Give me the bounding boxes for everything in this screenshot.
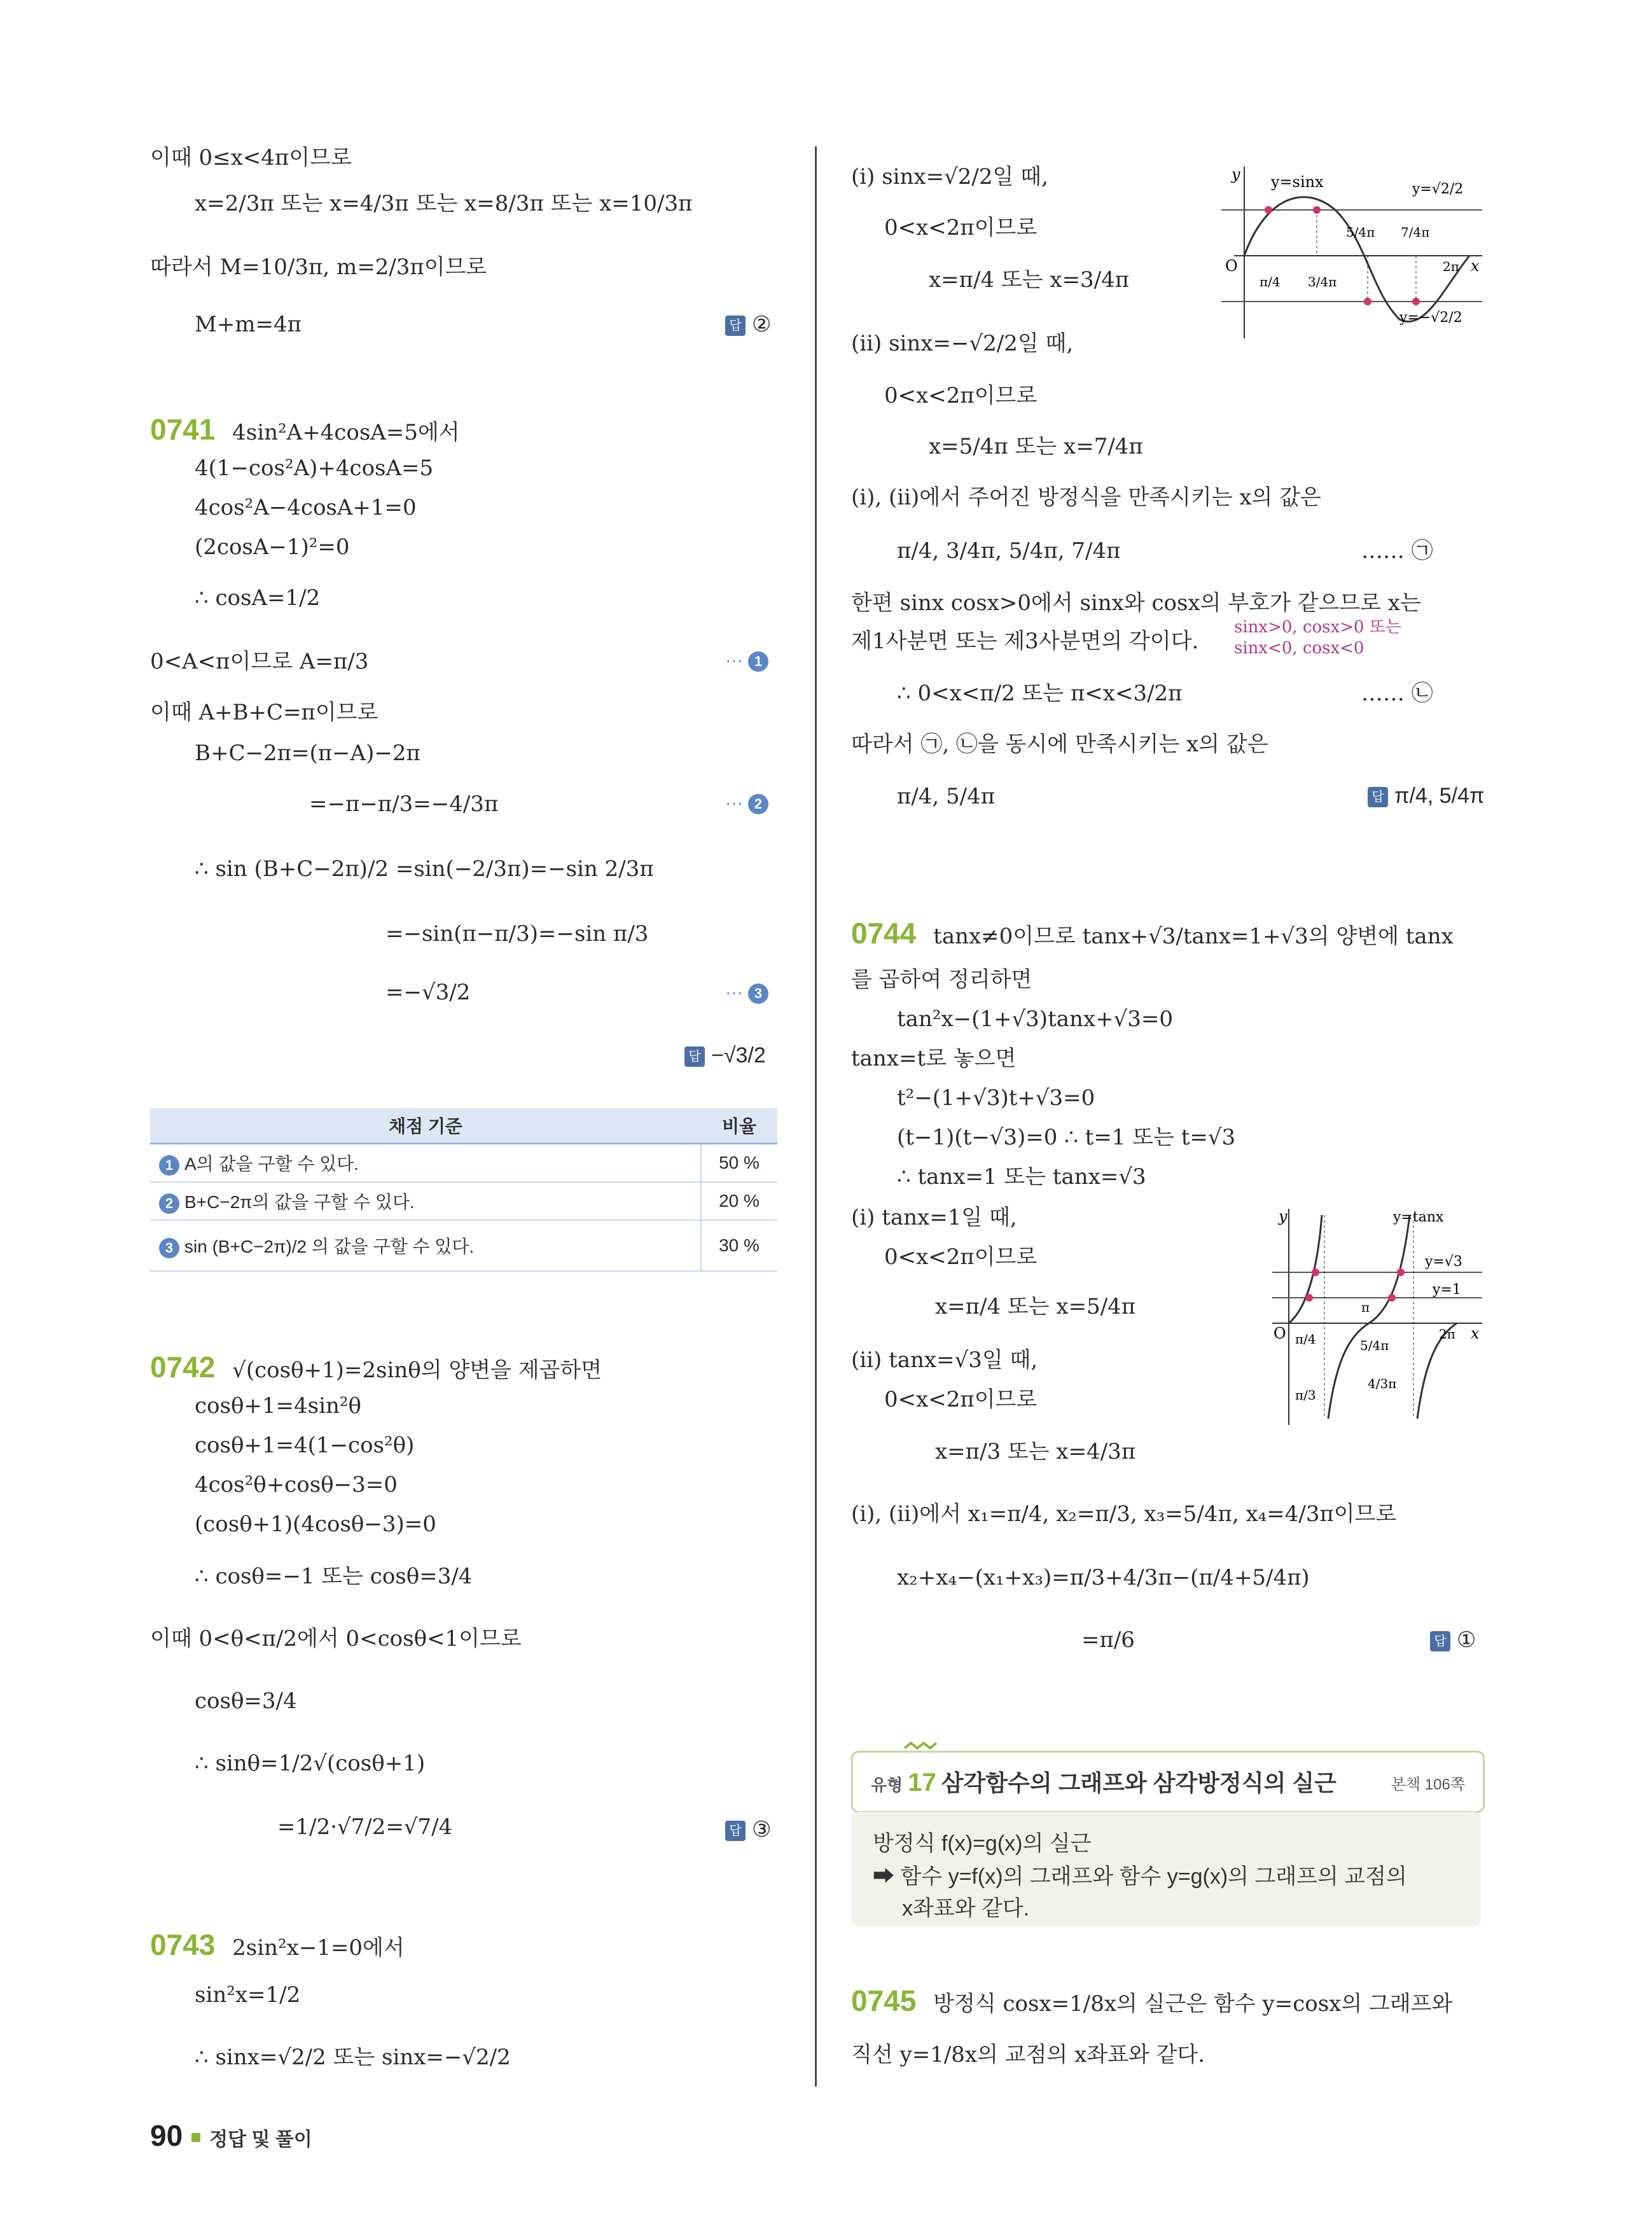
text-line: x=π/4 또는 x=5/4π: [935, 1294, 1136, 1319]
problem-0741: [150, 412, 460, 447]
answer-value: −√3/2: [711, 1043, 766, 1067]
ratio-cell: 20 %: [701, 1182, 777, 1220]
axis-label: y: [1232, 165, 1240, 183]
step-number: 1: [748, 651, 768, 672]
text-line: 4(1−cos²A)+4cosA=5: [195, 455, 434, 481]
line-label: y=√2/2: [1412, 181, 1464, 197]
tick-label: π/4: [1260, 274, 1281, 289]
tick-label: 5/4π: [1360, 1338, 1389, 1353]
text-line: cosθ=3/4: [195, 1688, 297, 1714]
answer-marker: [1430, 1627, 1476, 1653]
origin-label: O: [1274, 1324, 1286, 1342]
text-line: 0<x<2π이므로: [884, 1387, 1038, 1412]
origin-label: O: [1225, 257, 1238, 275]
text-line: B+C−2π=(π−A)−2π: [195, 740, 420, 766]
problem-0745: [851, 1984, 1452, 2019]
answer-icon: 답: [725, 1821, 746, 1841]
concept-text: 방정식 f(x)=g(x)의 실근: [873, 1831, 1092, 1856]
step-number: 2: [159, 1193, 179, 1214]
column-header: 비율: [701, 1108, 777, 1144]
text-line: ∴ 0<x<π/2 또는 π<x<3/2π: [897, 681, 1183, 706]
text-line: x₂+x₄−(x₁+x₃)=π/3+4/3π−(π/4+5/4π): [897, 1565, 1310, 1590]
tangent-graph: [1266, 1202, 1489, 1431]
page-reference: 본책 106쪽: [1391, 1776, 1465, 1793]
text-line: t²−(1+√3)t+√3=0: [897, 1085, 1095, 1111]
text-line: M+m=4π: [195, 312, 302, 337]
text-line: cosθ+1=4sin²θ: [195, 1393, 361, 1419]
problem-number: 0742: [150, 1351, 216, 1384]
annotation-text: sinx<0, cosx<0: [1234, 638, 1364, 658]
text-line: √(cosθ+1)=2sinθ의 양변을 제곱하면: [232, 1358, 602, 1383]
text-line: ∴ cosA=1/2: [195, 585, 321, 611]
text-line: =−√3/2: [385, 980, 471, 1005]
axis-label: x: [1471, 257, 1480, 275]
answer-marker: [725, 312, 771, 337]
text-line: 0<A<π이므로 A=π/3: [150, 649, 369, 674]
concept-text: ➡ 함수 y=f(x)의 그래프와 함수 y=g(x)의 그래프의 교점의: [873, 1865, 1407, 1889]
answer-value: ②: [752, 312, 772, 337]
function-label: y=sinx: [1271, 173, 1324, 191]
text-line: sin²x=1/2: [195, 1982, 301, 2008]
axis-label: y: [1279, 1207, 1288, 1225]
text-line: ∴ sin (B+C−2π)/2 =sin(−2/3π)=−sin 2/3π: [195, 856, 654, 882]
text-line: 이때 0<θ<π/2에서 0<cosθ<1이므로: [150, 1626, 522, 1651]
text-line: 0<x<2π이므로: [884, 1244, 1038, 1270]
text-line: 4cos²A−4cosA+1=0: [195, 495, 417, 520]
text-line: tanx=t로 놓으면: [851, 1046, 1017, 1071]
text-line: 0<x<2π이므로: [884, 383, 1038, 408]
concept-text: x좌표와 같다.: [902, 1896, 1030, 1921]
text-line: x=π/3 또는 x=4/3π: [935, 1439, 1136, 1464]
text-line: (i), (ii)에서 주어진 방정식을 만족시키는 x의 값은: [851, 485, 1321, 510]
text-line: 이때 0≤x<4π이므로: [150, 145, 352, 170]
line-label: y=√3: [1425, 1254, 1462, 1270]
answer-value: ③: [752, 1817, 772, 1842]
text-line: =−sin(π−π/3)=−sin π/3: [385, 921, 649, 947]
text-line: …… ㉡: [1361, 681, 1433, 706]
tick-label: 7/4π: [1401, 225, 1430, 240]
type-header-box: [851, 1751, 1485, 1813]
step-number: 2: [748, 794, 768, 814]
text-line: 제1사분면 또는 제3사분면의 각이다.: [851, 629, 1199, 654]
text-line: 0<x<2π이므로: [884, 215, 1038, 240]
text-line: 방정식 cosx=1/8x의 실근은 함수 y=cosx의 그래프와: [933, 1991, 1453, 2017]
criteria-text: A의 값을 구할 수 있다.: [184, 1154, 359, 1174]
text-line: =−π−π/3=−4/3π: [309, 791, 499, 817]
text-line: (t−1)(t−√3)=0 ∴ t=1 또는 t=√3: [897, 1125, 1236, 1150]
concept-box: [851, 1812, 1481, 1926]
text-line: 따라서 M=10/3π, m=2/3π이므로: [150, 254, 487, 280]
text-line: 직선 y=1/8x의 교점의 x좌표와 같다.: [851, 2042, 1205, 2068]
text-line: (i) sinx=√2/2일 때,: [851, 164, 1048, 190]
tick-label: π/4: [1295, 1331, 1316, 1347]
text-line: (i) tanx=1일 때,: [851, 1205, 1017, 1230]
criteria-cell: [150, 1144, 701, 1183]
type-number: 17: [908, 1769, 936, 1797]
tick-label: 2π: [1443, 259, 1459, 274]
text-line: 4sin²A+4cosA=5에서: [232, 420, 460, 445]
type-title-text: 삼각함수의 그래프와 삼각방정식의 실근: [941, 1770, 1336, 1796]
text-line: ∴ sinθ=1/2√(cosθ+1): [195, 1751, 426, 1776]
step-marker: ··· 3: [725, 982, 768, 1004]
text-line: =π/6: [1081, 1627, 1135, 1653]
table-row: [150, 1220, 777, 1271]
criteria-cell: [150, 1182, 701, 1220]
problem-0743: [150, 1928, 405, 1963]
problem-number: 0741: [150, 413, 216, 446]
tick-label: 3/4π: [1308, 274, 1337, 289]
step-marker: ··· 1: [725, 650, 768, 672]
text-line: ∴ sinx=√2/2 또는 sinx=−√2/2: [195, 2045, 511, 2070]
annotation-text: sinx>0, cosx>0 또는: [1234, 618, 1401, 637]
problem-0742: [150, 1350, 602, 1385]
text-line: =1/2·√7/2=√7/4: [277, 1814, 453, 1840]
text-line: 를 곱하여 정리하면: [851, 967, 1032, 992]
text-line: (i), (ii)에서 x₁=π/4, x₂=π/3, x₃=5/4π, x₄=4/3π이므로: [851, 1501, 1397, 1527]
ratio-cell: 50 %: [701, 1144, 777, 1183]
text-line: π/4, 5/4π: [897, 784, 996, 809]
text-line: x=5/4π 또는 x=7/4π: [929, 434, 1143, 459]
text-line: …… ㉠: [1361, 538, 1433, 564]
page-number: 90: [150, 2119, 183, 2152]
answer-marker: [1368, 784, 1484, 809]
step-number: 3: [159, 1238, 179, 1258]
function-label: y=tanx: [1393, 1209, 1444, 1225]
problem-number: 0744: [851, 917, 917, 950]
text-line: x=2/3π 또는 x=4/3π 또는 x=8/3π 또는 x=10/3π: [195, 191, 693, 216]
step-number: 1: [159, 1155, 179, 1176]
text-line: tan²x−(1+√3)tanx+√3=0: [897, 1006, 1173, 1032]
type-title: [871, 1765, 1336, 1798]
criteria-cell: [150, 1220, 701, 1271]
page-footer: [150, 2118, 312, 2153]
sine-graph: [1215, 160, 1489, 345]
answer-marker: [725, 1817, 771, 1842]
text-line: 2sin²x−1=0에서: [232, 1935, 405, 1961]
axis-label: x: [1471, 1324, 1480, 1342]
answer-icon: 답: [684, 1046, 705, 1067]
tick-label: π: [1361, 1300, 1370, 1315]
problem-number: 0743: [150, 1928, 216, 1961]
table-header: [150, 1108, 777, 1144]
text-line: 4cos²θ+cosθ−3=0: [195, 1472, 398, 1498]
text-line: 따라서 ㉠, ㉡을 동시에 만족시키는 x의 값은: [851, 732, 1268, 757]
text-line: (2cosA−1)²=0: [195, 534, 350, 560]
text-line: 이때 A+B+C=π이므로: [150, 700, 378, 725]
type-label: 유형: [871, 1776, 903, 1795]
column-header: 채점 기준: [150, 1108, 701, 1144]
answer-icon: 답: [1368, 787, 1388, 807]
footer-title: 정답 및 풀이: [209, 2129, 312, 2150]
tick-label: 2π: [1439, 1326, 1455, 1342]
line-label: y=1: [1433, 1282, 1461, 1298]
line-label: y=−√2/2: [1399, 310, 1462, 326]
column-divider: [815, 146, 817, 2087]
step-number: 3: [748, 983, 768, 1004]
answer-marker: [684, 1043, 766, 1068]
text-line: (ii) sinx=−√2/2일 때,: [851, 331, 1074, 356]
text-line: x=π/4 또는 x=3/4π: [929, 267, 1130, 293]
step-marker: ··· 2: [725, 793, 768, 814]
text-line: (ii) tanx=√3일 때,: [851, 1347, 1038, 1373]
annotation-note: [1234, 617, 1401, 658]
text-line: 한편 sinx cosx>0에서 sinx와 cosx의 부호가 같으므로 x는: [851, 590, 1421, 616]
text-line: ∴ tanx=1 또는 tanx=√3: [897, 1164, 1146, 1190]
text-line: cosθ+1=4(1−cos²θ): [195, 1433, 415, 1458]
problem-number: 0745: [851, 1984, 917, 2017]
text-line: tanx≠0이므로 tanx+√3/tanx=1+√3의 양변에 tanx: [933, 924, 1454, 949]
criteria-text: B+C−2π의 값을 구할 수 있다.: [184, 1192, 415, 1212]
answer-icon: 답: [725, 316, 746, 336]
text-line: (cosθ+1)(4cosθ−3)=0: [195, 1512, 436, 1537]
problem-0744: [851, 916, 1454, 951]
tick-label: 5/4π: [1346, 225, 1375, 240]
grading-table: [150, 1108, 777, 1272]
answer-value: π/4, 5/4π: [1394, 784, 1485, 808]
text-line: π/4, 3/4π, 5/4π, 7/4π: [897, 538, 1121, 564]
tick-label: π/3: [1295, 1387, 1316, 1403]
criteria-text: sin (B+C−2π)/2 의 값을 구할 수 있다.: [184, 1237, 475, 1256]
text-line: ∴ cosθ=−1 또는 cosθ=3/4: [195, 1564, 473, 1589]
bullet-icon: [191, 2133, 200, 2142]
table-row: [150, 1144, 777, 1183]
tick-label: 4/3π: [1368, 1376, 1397, 1391]
table-row: [150, 1182, 777, 1220]
answer-icon: 답: [1430, 1631, 1450, 1651]
answer-value: ①: [1457, 1628, 1476, 1652]
ratio-cell: 30 %: [701, 1220, 777, 1271]
